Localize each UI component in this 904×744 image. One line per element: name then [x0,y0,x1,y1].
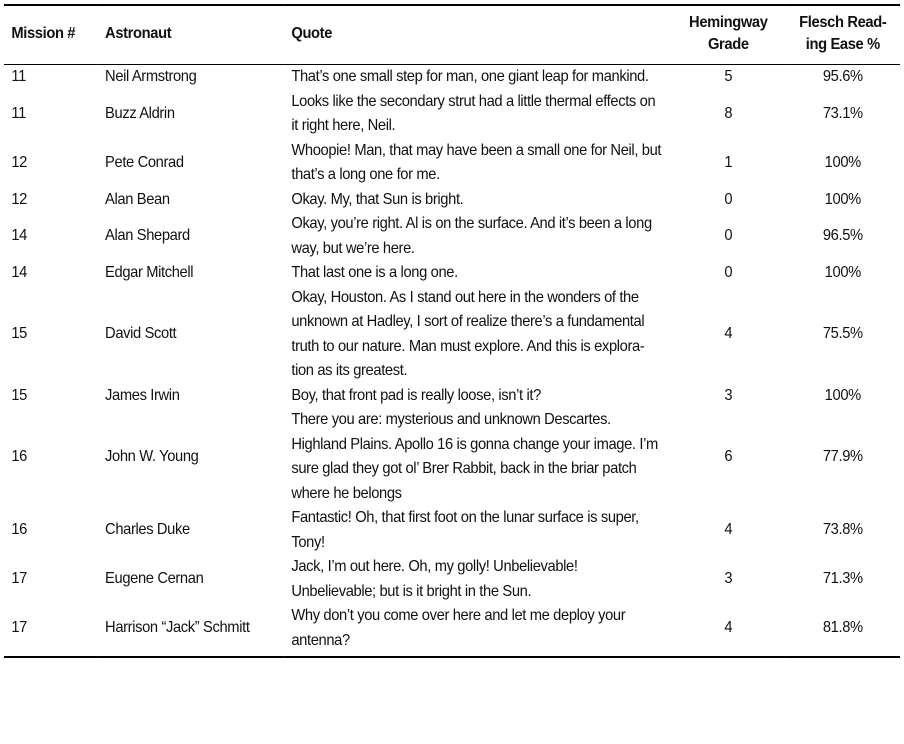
cell-hemingway: 3 [724,386,733,404]
table-row [4,286,900,384]
cell-mission: 15 [11,325,27,343]
cell-flesch: 71.3% [822,570,863,588]
cell-hemingway: 4 [724,325,733,343]
cell-quote: There you are: mysterious and unknown Descartes. Highland Plains. Apollo 16 is gonna change your image. I’m sure glad they got ol’ Brer Rabbit, back in the briar patch where he belongs [291,411,658,502]
cell-mission: 12 [11,190,27,208]
cell-mission: 14 [11,227,27,245]
table-row [4,90,900,139]
cell-flesch: 73.1% [822,104,863,122]
cell-mission: 14 [11,264,27,281]
table-row [4,139,900,188]
apollo-quotes-table-container [4,4,900,658]
cell-astronaut: Charles Duke [105,521,190,539]
cell-quote: Whoopie! Man, that may have been a small one for Neil, but that’s a long one for me. [291,141,662,183]
header-hemingway-grade: Hemingway Grade [671,5,785,65]
cell-quote: Looks like the secondary strut had a little thermal effects on it right here, Neil. [291,92,656,134]
cell-flesch: 100% [824,190,861,208]
cell-hemingway: 1 [724,153,733,171]
table-row [4,408,900,506]
cell-hemingway: 0 [724,264,733,281]
cell-astronaut: David Scott [105,325,177,343]
table-row [4,65,900,90]
header-flesch-reading-ease: Flesch Read-ing Ease % [785,5,900,65]
cell-astronaut: Neil Armstrong [105,68,197,85]
table-row [4,604,900,657]
cell-quote: Jack, I’m out here. Oh, my golly! Unbelievable! Unbelievable; but is it bright in the Sun. [291,558,578,600]
table-row [4,555,900,604]
cell-mission: 15 [11,386,27,404]
cell-hemingway: 6 [724,447,733,465]
cell-hemingway: 3 [724,570,733,588]
cell-hemingway: 0 [724,190,733,208]
header-mission: Mission # [4,5,98,65]
cell-flesch: 95.6% [822,68,863,85]
cell-hemingway: 4 [671,604,785,657]
cell-astronaut: John W. Young [105,447,199,465]
cell-mission: 12 [11,153,27,171]
cell-mission: 11 [11,104,26,122]
table-row [4,506,900,555]
cell-mission: 11 [11,68,26,85]
cell-flesch: 100% [824,153,861,171]
cell-astronaut: Pete Conrad [105,153,184,171]
cell-hemingway: 5 [724,68,733,85]
cell-flesch: 96.5% [822,227,863,245]
table-row [4,384,900,409]
cell-mission: 16 [11,447,27,465]
cell-flesch: 73.8% [822,521,863,539]
cell-flesch: 81.8% [785,604,900,657]
apollo-quotes-table [4,4,900,658]
cell-mission: 17 [4,604,98,657]
cell-quote: Okay. My, that Sun is bright. [291,190,464,208]
cell-hemingway: 4 [724,521,733,539]
cell-quote: Fantastic! Oh, that first foot on the lunar surface is super, Tony! [291,509,639,551]
cell-astronaut: Edgar Mitchell [105,264,194,281]
cell-astronaut: James Irwin [105,386,180,404]
cell-quote: Why don’t you come over here and let me deploy your antenna? [284,604,671,657]
cell-quote: Okay, you’re right. Al is on the surface. And it’s been a long way, but we’re here. [291,215,652,257]
cell-hemingway: 0 [724,227,733,245]
header-astronaut: Astronaut [98,5,284,65]
cell-astronaut: Harrison “Jack” Schmitt [98,604,284,657]
header-row [4,5,900,65]
cell-quote: That’s one small step for man, one giant leap for mankind. [291,68,649,85]
cell-flesch: 100% [824,264,861,281]
header-quote: Quote [284,5,671,65]
cell-astronaut: Buzz Aldrin [105,104,175,122]
cell-flesch: 77.9% [822,447,863,465]
cell-hemingway: 8 [724,104,733,122]
cell-quote: That last one is a long one. [291,264,458,281]
cell-mission: 17 [11,570,27,588]
cell-astronaut: Alan Shepard [105,227,190,245]
cell-quote: Boy, that front pad is really loose, isn’t it? [291,386,541,404]
cell-quote: Okay, Houston. As I stand out here in the wonders of the unknown at Hadley, I sort of realize there’s a fundamental truth to our nature. Man must explore. And this is explora-tion as its greatest. [291,288,645,379]
cell-flesch: 100% [824,386,861,404]
cell-mission: 16 [11,521,27,539]
cell-astronaut: Alan Bean [105,190,170,208]
cell-astronaut: Eugene Cernan [105,570,204,588]
table-row [4,212,900,261]
table-row [4,261,900,286]
table-row [4,188,900,213]
cell-flesch: 75.5% [822,325,863,343]
